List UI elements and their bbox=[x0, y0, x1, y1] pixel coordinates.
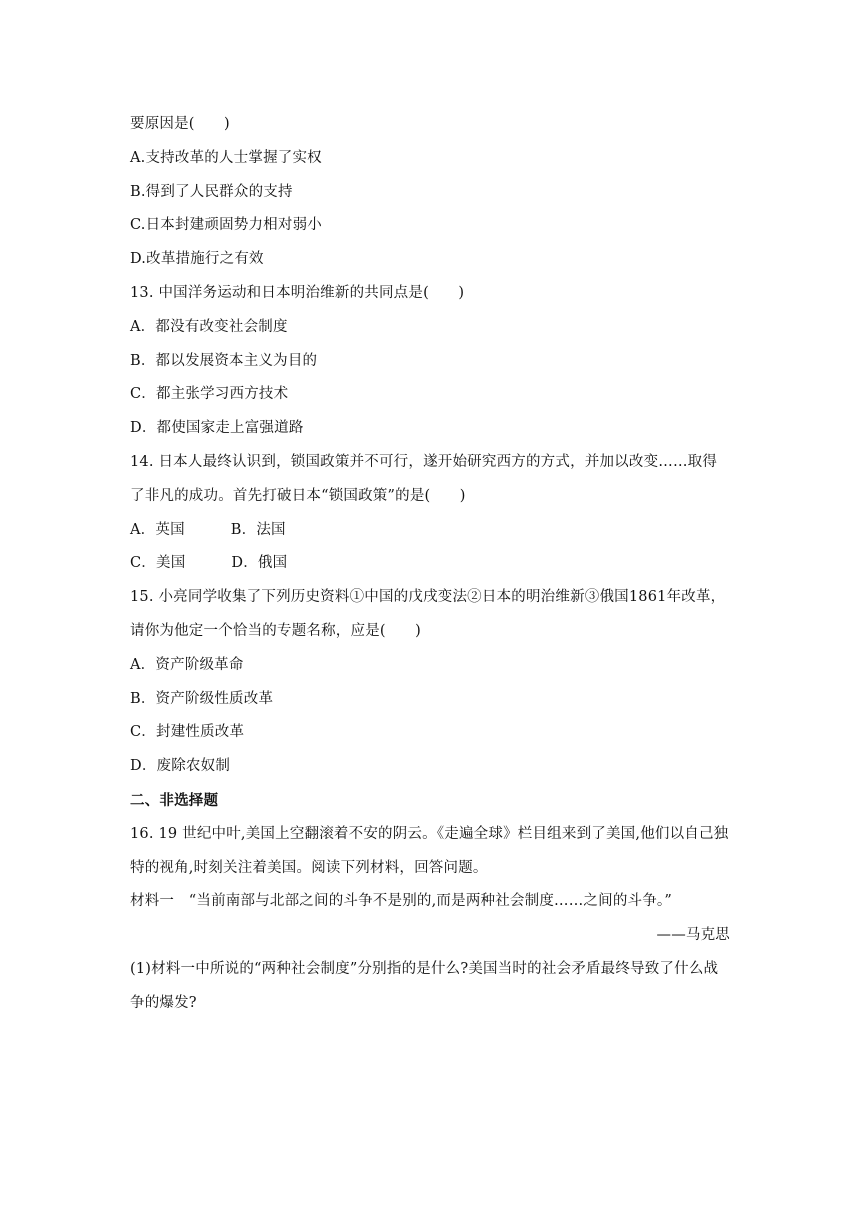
q13-option-d: D．都使国家走上富强道路 bbox=[130, 420, 304, 437]
q14-stem-line2: 了非凡的成功。首先打破日本“锁国政策”的是( ) bbox=[130, 487, 466, 504]
document-page bbox=[130, 108, 730, 1021]
q12-option-d: D.改革措施行之有效 bbox=[130, 251, 264, 268]
q15-option-c: C．封建性质改革 bbox=[130, 724, 245, 741]
q14-options-row2 bbox=[130, 547, 730, 581]
section-title: 二、非选择题 bbox=[130, 791, 219, 809]
q16-sub1-line2: 争的爆发? bbox=[130, 994, 197, 1011]
q16-material-1: 材料一 “当前南部与北部之间的斗争不是别的,而是两种社会制度……之间的斗争。” bbox=[130, 893, 672, 910]
q12-option-c: C.日本封建顽固势力相对弱小 bbox=[130, 217, 322, 234]
q16-sub1-line1: (1)材料一中所说的“两种社会制度”分别指的是什么?美国当时的社会矛盾最终导致了什么战 bbox=[130, 960, 719, 977]
q13-stem: 13. 中国洋务运动和日本明治维新的共同点是( ) bbox=[130, 284, 465, 301]
q13-option-b: B．都以发展资本主义为目的 bbox=[130, 352, 318, 369]
q16-attribution: ——马克思 bbox=[656, 927, 730, 944]
q15-option-a: A．资产阶级革命 bbox=[130, 656, 244, 673]
q12-option-b: B.得到了人民群众的支持 bbox=[130, 183, 293, 200]
q14-option-b: B．法国 bbox=[230, 521, 286, 538]
q16-stem-line1: 16. 19 世纪中叶,美国上空翻滚着不安的阴云。《走遍全球》栏目组来到了美国,他们以自己独 bbox=[130, 825, 729, 842]
q13-option-a: A．都没有改变社会制度 bbox=[130, 318, 288, 335]
q15-stem-line2: 请你为他定一个恰当的专题名称，应是( ) bbox=[130, 622, 422, 639]
q15-option-b: B．资产阶级性质改革 bbox=[130, 690, 274, 707]
q12-option-a: A.支持改革的人士掌握了实权 bbox=[130, 149, 322, 166]
q14-option-c: C．美国 bbox=[130, 555, 186, 572]
q14-option-d: D．俄国 bbox=[231, 555, 288, 572]
q16-stem-line2: 特的视角,时刻关注着美国。阅读下列材料，回答问题。 bbox=[130, 859, 488, 876]
q12-stem-end: 要原因是( ) bbox=[130, 116, 230, 132]
q14-option-a: A．英国 bbox=[130, 521, 185, 538]
q15-stem-line1: 15. 小亮同学收集了下列历史资料①中国的戊戌变法②日本的明治维新③俄国1861年改革， bbox=[130, 589, 726, 606]
q15-option-d: D．废除农奴制 bbox=[130, 758, 231, 775]
q14-options-row1 bbox=[130, 514, 730, 548]
q14-stem-line1: 14. 日本人最终认识到，锁国政策并不可行，遂开始研究西方的方式，并加以改变……取得 bbox=[130, 453, 718, 470]
q13-option-c: C．都主张学习西方技术 bbox=[130, 386, 289, 403]
